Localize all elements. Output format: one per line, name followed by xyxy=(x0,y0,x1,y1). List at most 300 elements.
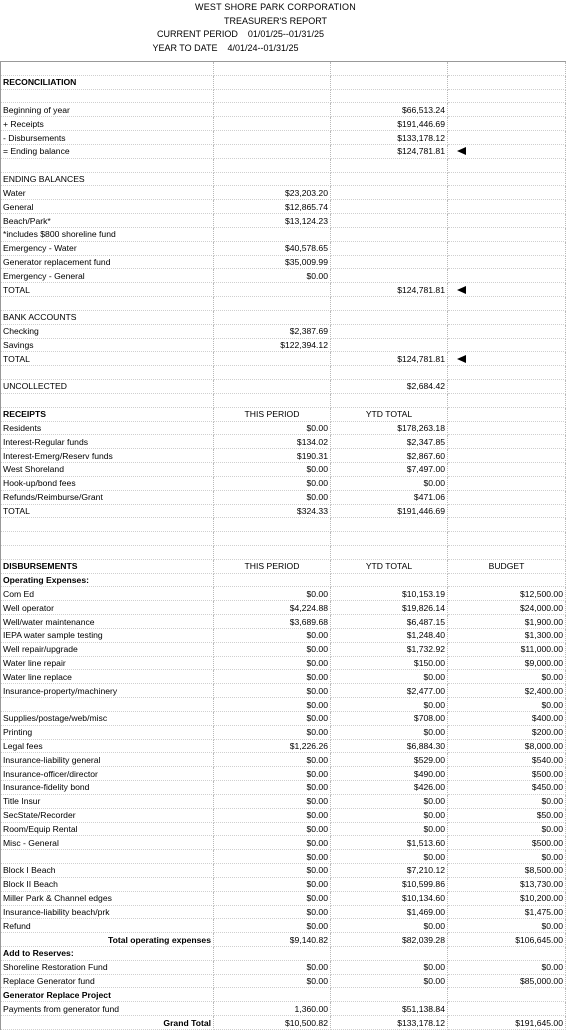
this-period-cell xyxy=(214,144,331,158)
this-period-cell: $0.00 xyxy=(214,905,331,919)
budget-cell: $24,000.00 xyxy=(448,601,566,615)
table-row xyxy=(1,891,566,905)
pointer-arrow-icon xyxy=(457,355,466,363)
table-row xyxy=(1,490,566,504)
this-period-cell: $0.00 xyxy=(214,711,331,725)
table-row xyxy=(1,283,566,297)
table-row xyxy=(1,988,566,1002)
budget-cell: $1,475.00 xyxy=(448,905,566,919)
budget-cell xyxy=(448,103,566,117)
budget-cell: $400.00 xyxy=(448,711,566,725)
this-period-cell: $0.00 xyxy=(214,698,331,712)
this-period-cell: $2,387.69 xyxy=(214,324,331,338)
row-label: Interest-Emerg/Reserv funds xyxy=(1,449,214,463)
table-row xyxy=(1,670,566,684)
this-period-cell: $35,009.99 xyxy=(214,255,331,269)
row-label: Shoreline Restoration Fund xyxy=(1,960,214,974)
budget-cell: $1,300.00 xyxy=(448,628,566,642)
budget-cell: $0.00 xyxy=(448,960,566,974)
budget-cell xyxy=(448,366,566,380)
ytd-total-cell: $0.00 xyxy=(331,919,448,933)
this-period-cell: $0.00 xyxy=(214,490,331,504)
budget-cell: $450.00 xyxy=(448,781,566,795)
budget-cell: $500.00 xyxy=(448,767,566,781)
budget-cell: $0.00 xyxy=(448,794,566,808)
ytd-total-cell: $1,248.40 xyxy=(331,628,448,642)
budget-cell: $0.00 xyxy=(448,698,566,712)
current-period-value: 01/01/25--01/31/25 xyxy=(247,29,324,39)
this-period-cell: $0.00 xyxy=(214,670,331,684)
table-row xyxy=(1,338,566,352)
table-row xyxy=(1,587,566,601)
this-period-cell: $0.00 xyxy=(214,822,331,836)
org-name: WEST SHORE PARK CORPORATION xyxy=(195,2,356,12)
budget-cell xyxy=(448,131,566,145)
ytd-total-cell xyxy=(331,62,448,76)
ytd-total-cell xyxy=(331,324,448,338)
row-label: Checking xyxy=(1,324,214,338)
year-to-date-value: 4/01/24--01/31/25 xyxy=(227,43,299,53)
table-row xyxy=(1,103,566,117)
ytd-total-cell: $10,153.19 xyxy=(331,587,448,601)
table-row xyxy=(1,186,566,200)
this-period-cell xyxy=(214,103,331,117)
table-row xyxy=(1,421,566,435)
table-row xyxy=(1,919,566,933)
this-period-cell: $0.00 xyxy=(214,808,331,822)
table-row xyxy=(1,974,566,988)
this-period-cell: $0.00 xyxy=(214,476,331,490)
ytd-total-cell xyxy=(331,241,448,255)
table-row xyxy=(1,144,566,158)
row-label xyxy=(1,89,214,103)
this-period-cell: $0.00 xyxy=(214,850,331,864)
row-label xyxy=(1,545,214,559)
table-row xyxy=(1,781,566,795)
ytd-total-cell xyxy=(331,393,448,407)
ytd-total-cell: $124,781.81 xyxy=(331,283,448,297)
ytd-total-cell xyxy=(331,158,448,172)
row-label: *includes $800 shoreline fund xyxy=(1,227,214,241)
table-row xyxy=(1,75,566,89)
row-label: Savings xyxy=(1,338,214,352)
ytd-total-cell: $2,477.00 xyxy=(331,684,448,698)
budget-cell: BUDGET xyxy=(448,559,566,573)
budget-cell xyxy=(448,518,566,532)
ytd-total-cell xyxy=(331,200,448,214)
table-row xyxy=(1,656,566,670)
report-header xyxy=(0,0,551,61)
budget-cell xyxy=(448,490,566,504)
row-label: UNCOLLECTED xyxy=(1,380,214,394)
row-label xyxy=(1,366,214,380)
ytd-total-cell xyxy=(331,255,448,269)
ytd-total-cell: $2,867.60 xyxy=(331,449,448,463)
row-label: Insurance-liability general xyxy=(1,753,214,767)
budget-cell: $540.00 xyxy=(448,753,566,767)
table-row xyxy=(1,628,566,642)
budget-cell: $85,000.00 xyxy=(448,974,566,988)
table-row xyxy=(1,725,566,739)
row-label xyxy=(1,158,214,172)
row-label: Grand Total xyxy=(1,1016,214,1030)
budget-cell: $13,730.00 xyxy=(448,877,566,891)
ytd-total-cell xyxy=(331,186,448,200)
budget-cell xyxy=(448,545,566,559)
budget-cell: $0.00 xyxy=(448,822,566,836)
ytd-total-cell: $1,732.92 xyxy=(331,642,448,656)
table-row xyxy=(1,1016,566,1030)
this-period-cell xyxy=(214,283,331,297)
this-period-cell xyxy=(214,89,331,103)
this-period-cell: $0.00 xyxy=(214,864,331,878)
this-period-cell: $0.00 xyxy=(214,587,331,601)
this-period-cell xyxy=(214,393,331,407)
budget-cell xyxy=(448,573,566,587)
current-period-line xyxy=(0,28,551,41)
this-period-cell: $9,140.82 xyxy=(214,933,331,947)
table-row xyxy=(1,905,566,919)
ytd-total-cell: YTD TOTAL xyxy=(331,407,448,421)
row-label: DISBURSEMENTS xyxy=(1,559,214,573)
budget-cell xyxy=(448,269,566,283)
budget-cell: $9,000.00 xyxy=(448,656,566,670)
budget-cell xyxy=(448,1002,566,1016)
row-label: Miller Park & Channel edges xyxy=(1,891,214,905)
budget-cell xyxy=(448,338,566,352)
ytd-total-cell: $10,134.60 xyxy=(331,891,448,905)
ytd-total-cell: YTD TOTAL xyxy=(331,559,448,573)
ytd-total-cell xyxy=(331,269,448,283)
this-period-cell: THIS PERIOD xyxy=(214,559,331,573)
ytd-total-cell: $0.00 xyxy=(331,808,448,822)
budget-cell xyxy=(448,476,566,490)
ytd-total-cell xyxy=(331,297,448,311)
table-row xyxy=(1,117,566,131)
this-period-cell: $1,226.26 xyxy=(214,739,331,753)
row-label xyxy=(1,393,214,407)
ytd-total-cell: $426.00 xyxy=(331,781,448,795)
ytd-total-cell xyxy=(331,338,448,352)
row-label: West Shoreland xyxy=(1,463,214,477)
this-period-cell: $0.00 xyxy=(214,656,331,670)
ytd-total-cell: $178,263.18 xyxy=(331,421,448,435)
ytd-total-cell: $0.00 xyxy=(331,850,448,864)
table-row xyxy=(1,698,566,712)
table-row xyxy=(1,545,566,559)
budget-cell xyxy=(448,241,566,255)
this-period-cell xyxy=(214,75,331,89)
budget-cell: $500.00 xyxy=(448,836,566,850)
budget-cell: $10,200.00 xyxy=(448,891,566,905)
row-label: Well/water maintenance xyxy=(1,615,214,629)
this-period-cell: $0.00 xyxy=(214,463,331,477)
budget-cell: $200.00 xyxy=(448,725,566,739)
row-label: Room/Equip Rental xyxy=(1,822,214,836)
row-label: Supplies/postage/web/misc xyxy=(1,711,214,725)
table-row xyxy=(1,172,566,186)
this-period-cell: $0.00 xyxy=(214,891,331,905)
row-label: Residents xyxy=(1,421,214,435)
budget-cell xyxy=(448,504,566,518)
row-label xyxy=(1,518,214,532)
budget-cell xyxy=(448,435,566,449)
budget-cell xyxy=(448,988,566,1002)
budget-cell: $2,400.00 xyxy=(448,684,566,698)
this-period-cell: $0.00 xyxy=(214,421,331,435)
this-period-cell: $40,578.65 xyxy=(214,241,331,255)
this-period-cell: 1,360.00 xyxy=(214,1002,331,1016)
ytd-total-cell xyxy=(331,518,448,532)
row-label: Beach/Park* xyxy=(1,214,214,228)
budget-cell: $8,500.00 xyxy=(448,864,566,878)
row-label xyxy=(1,62,214,76)
row-label: Insurance-officer/director xyxy=(1,767,214,781)
ytd-total-cell xyxy=(331,545,448,559)
this-period-cell xyxy=(214,988,331,1002)
row-label: Water line repair xyxy=(1,656,214,670)
pointer-arrow-icon xyxy=(457,147,466,155)
budget-cell: $106,645.00 xyxy=(448,933,566,947)
ytd-total-cell: $150.00 xyxy=(331,656,448,670)
table-row xyxy=(1,227,566,241)
row-label: Title Insur xyxy=(1,794,214,808)
table-row xyxy=(1,393,566,407)
table-row xyxy=(1,310,566,324)
this-period-cell: $0.00 xyxy=(214,628,331,642)
table-row xyxy=(1,297,566,311)
this-period-cell xyxy=(214,573,331,587)
table-row xyxy=(1,822,566,836)
this-period-cell: $23,203.20 xyxy=(214,186,331,200)
table-row xyxy=(1,449,566,463)
row-label xyxy=(1,850,214,864)
ytd-total-cell xyxy=(331,89,448,103)
table-row xyxy=(1,767,566,781)
row-label: ENDING BALANCES xyxy=(1,172,214,186)
ytd-total-cell xyxy=(331,227,448,241)
current-period-label: CURRENT PERIOD xyxy=(157,29,238,39)
this-period-cell xyxy=(214,172,331,186)
row-label xyxy=(1,532,214,546)
budget-cell: $50.00 xyxy=(448,808,566,822)
budget-cell: $1,900.00 xyxy=(448,615,566,629)
ytd-total-cell: $7,497.00 xyxy=(331,463,448,477)
budget-cell: $0.00 xyxy=(448,670,566,684)
table-row xyxy=(1,269,566,283)
this-period-cell: $0.00 xyxy=(214,974,331,988)
this-period-cell xyxy=(214,158,331,172)
budget-cell xyxy=(448,947,566,961)
table-row xyxy=(1,366,566,380)
row-label: TOTAL xyxy=(1,283,214,297)
ytd-total-cell: $471.06 xyxy=(331,490,448,504)
this-period-cell: $0.00 xyxy=(214,642,331,656)
table-row xyxy=(1,435,566,449)
row-label: Water line replace xyxy=(1,670,214,684)
row-label: Insurance-fidelity bond xyxy=(1,781,214,795)
budget-cell xyxy=(448,297,566,311)
ytd-total-cell: $133,178.12 xyxy=(331,1016,448,1030)
table-row xyxy=(1,255,566,269)
this-period-cell: $3,689.68 xyxy=(214,615,331,629)
budget-cell xyxy=(448,117,566,131)
row-label: IEPA water sample testing xyxy=(1,628,214,642)
ytd-total-cell: $191,446.69 xyxy=(331,504,448,518)
table-row xyxy=(1,960,566,974)
budget-cell xyxy=(448,310,566,324)
this-period-cell xyxy=(214,532,331,546)
ytd-total-cell: $51,138.84 xyxy=(331,1002,448,1016)
budget-cell xyxy=(448,89,566,103)
row-label: Replace Generator fund xyxy=(1,974,214,988)
this-period-cell: $0.00 xyxy=(214,753,331,767)
ytd-total-cell: $1,469.00 xyxy=(331,905,448,919)
this-period-cell: $122,394.12 xyxy=(214,338,331,352)
row-label: Well operator xyxy=(1,601,214,615)
this-period-cell xyxy=(214,518,331,532)
row-label: = Ending balance xyxy=(1,144,214,158)
row-label: RECONCILIATION xyxy=(1,75,214,89)
budget-cell xyxy=(448,214,566,228)
row-label: Block II Beach xyxy=(1,877,214,891)
budget-cell xyxy=(448,324,566,338)
row-label: Generator replacement fund xyxy=(1,255,214,269)
budget-cell xyxy=(448,158,566,172)
table-row xyxy=(1,131,566,145)
this-period-cell: $0.00 xyxy=(214,960,331,974)
budget-cell xyxy=(448,449,566,463)
this-period-cell: $190.31 xyxy=(214,449,331,463)
report-table-body xyxy=(1,62,566,1030)
row-label: RECEIPTS xyxy=(1,407,214,421)
this-period-cell: $13,124.23 xyxy=(214,214,331,228)
ytd-total-cell: $0.00 xyxy=(331,794,448,808)
row-label: TOTAL xyxy=(1,504,214,518)
ytd-total-cell xyxy=(331,947,448,961)
row-label: Add to Reserves: xyxy=(1,947,214,961)
row-label: Generator Replace Project xyxy=(1,988,214,1002)
this-period-cell: $0.00 xyxy=(214,781,331,795)
budget-cell xyxy=(448,62,566,76)
table-row xyxy=(1,324,566,338)
table-row xyxy=(1,808,566,822)
table-row xyxy=(1,463,566,477)
table-row xyxy=(1,711,566,725)
ytd-total-cell: $124,781.81 xyxy=(331,352,448,366)
ytd-total-cell: $490.00 xyxy=(331,767,448,781)
row-label: Hook-up/bond fees xyxy=(1,476,214,490)
this-period-cell xyxy=(214,310,331,324)
row-label: BANK ACCOUNTS xyxy=(1,310,214,324)
ytd-total-cell xyxy=(331,988,448,1002)
budget-cell xyxy=(448,172,566,186)
ytd-total-cell: $0.00 xyxy=(331,670,448,684)
this-period-cell: $0.00 xyxy=(214,269,331,283)
budget-cell: $0.00 xyxy=(448,850,566,864)
budget-cell xyxy=(448,407,566,421)
ytd-total-cell: $0.00 xyxy=(331,974,448,988)
table-row xyxy=(1,559,566,573)
row-label: Com Ed xyxy=(1,587,214,601)
row-label: TOTAL xyxy=(1,352,214,366)
table-row xyxy=(1,753,566,767)
this-period-cell xyxy=(214,62,331,76)
budget-cell xyxy=(448,463,566,477)
ytd-total-cell: $133,178.12 xyxy=(331,131,448,145)
ytd-total-cell: $6,884.30 xyxy=(331,739,448,753)
this-period-cell xyxy=(214,117,331,131)
year-to-date-line xyxy=(0,42,551,55)
this-period-cell xyxy=(214,352,331,366)
table-row xyxy=(1,504,566,518)
budget-cell xyxy=(448,255,566,269)
row-label: Legal fees xyxy=(1,739,214,753)
table-row xyxy=(1,89,566,103)
ytd-total-cell: $191,446.69 xyxy=(331,117,448,131)
this-period-cell: $134.02 xyxy=(214,435,331,449)
row-label: Refund xyxy=(1,919,214,933)
ytd-total-cell xyxy=(331,75,448,89)
table-row xyxy=(1,836,566,850)
ytd-total-cell xyxy=(331,573,448,587)
this-period-cell xyxy=(214,227,331,241)
this-period-cell: $0.00 xyxy=(214,836,331,850)
ytd-total-cell: $0.00 xyxy=(331,698,448,712)
table-row xyxy=(1,615,566,629)
this-period-cell: $0.00 xyxy=(214,877,331,891)
this-period-cell: $0.00 xyxy=(214,919,331,933)
budget-cell: $0.00 xyxy=(448,919,566,933)
this-period-cell: $4,224.88 xyxy=(214,601,331,615)
table-row xyxy=(1,947,566,961)
ytd-total-cell: $6,487.15 xyxy=(331,615,448,629)
ytd-total-cell xyxy=(331,532,448,546)
budget-cell xyxy=(448,200,566,214)
ytd-total-cell: $0.00 xyxy=(331,725,448,739)
row-label: Interest-Regular funds xyxy=(1,435,214,449)
row-label: Emergency - General xyxy=(1,269,214,283)
ytd-total-cell: $0.00 xyxy=(331,822,448,836)
this-period-cell xyxy=(214,545,331,559)
ytd-total-cell: $1,513.60 xyxy=(331,836,448,850)
budget-cell xyxy=(448,393,566,407)
row-label: Block I Beach xyxy=(1,864,214,878)
row-label: Insurance-property/machinery xyxy=(1,684,214,698)
table-row xyxy=(1,518,566,532)
row-label xyxy=(1,297,214,311)
row-label: Water xyxy=(1,186,214,200)
pointer-arrow-icon xyxy=(457,286,466,294)
row-label: Insurance-liability beach/prk xyxy=(1,905,214,919)
ytd-total-cell xyxy=(331,214,448,228)
budget-cell: $12,500.00 xyxy=(448,587,566,601)
table-row xyxy=(1,407,566,421)
ytd-total-cell: $708.00 xyxy=(331,711,448,725)
table-row xyxy=(1,933,566,947)
row-label: Emergency - Water xyxy=(1,241,214,255)
table-row xyxy=(1,241,566,255)
ytd-total-cell: $82,039.28 xyxy=(331,933,448,947)
table-row xyxy=(1,601,566,615)
row-label: Printing xyxy=(1,725,214,739)
budget-cell xyxy=(448,227,566,241)
budget-cell xyxy=(448,421,566,435)
this-period-cell xyxy=(214,131,331,145)
year-to-date-label: YEAR TO DATE xyxy=(152,43,218,53)
row-label: Refunds/Reimburse/Grant xyxy=(1,490,214,504)
row-label: Misc - General xyxy=(1,836,214,850)
